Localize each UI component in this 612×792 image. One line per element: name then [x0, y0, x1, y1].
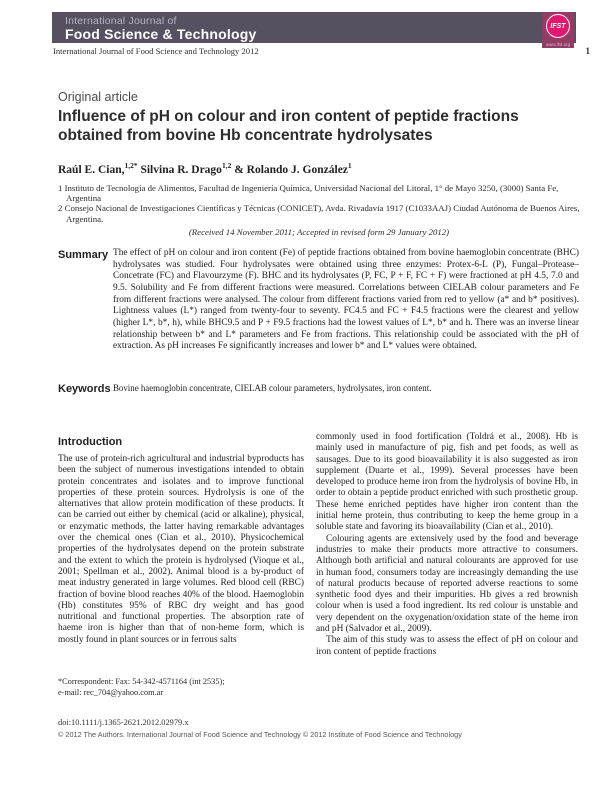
running-head: International Journal of Food Science and Technology 2012	[53, 46, 259, 56]
page-number: 1	[585, 46, 590, 56]
keywords-text: Bovine haemoglobin concentrate, CIELAB colour parameters, hydrolysates, iron content.	[113, 383, 432, 393]
author-name: Silvina R. Drago	[137, 163, 222, 176]
ifst-logo-url: www.ifst.org	[545, 42, 571, 47]
intro-paragraph: The use of protein-rich agricultural and industrial byproducts has been the subject of numerous investigations intended to obtain protein concentrates and isolates and to improve functional properties of these protein sources. Hydrolysis is one of the alternatives that allow protein modification of these products. It can be carried out either by chemical (acid or alkaline), physical, or enzymatic methods, the latter having remarkable advantages over the chemical ones (Cian et al., 2010). Physicochemical properties of the hydrolysates depend on the protein substrate and the extent to which the protein is hydrolysed (Vioque et al., 2001; Spellman et al., 2002). Animal blood is a by-product of meat industry generated in large volumes. Red blood cell (RBC) fraction of bovine blood reaches 40% of the blood. Haemoglobin (Hb) constitutes 95% of RBC dry weight and has good nutritional and functional properties. The absorption rate of haeme iron is higher than that of non-heme form, which is mostly found in plant sources or in ferrous salts	[58, 454, 304, 645]
article-type: Original article	[58, 90, 138, 104]
author-line	[58, 161, 578, 176]
banner-journal-title: Food Science & Technology	[65, 26, 257, 42]
ifst-logo-text: IFST	[550, 22, 566, 30]
journal-banner	[52, 12, 576, 47]
summary-text: The effect of pH on colour and iron content (Fe) of peptide fractions obtained from bovine haemoglobin concentrate (BHC) hydrolysates was studied. Four hydrolysates were obtained using three enzymes: Protex-6-L (P), Fungal–Protease–Concetrate (FC) and Flavourzyme (F). BHC and its hydrolysates (P, FC, P + F, FC + F) were fractioned at pH 4.5, 7.0 and 9.5. Solubility and Fe from different fractions were measured. Correlations between CIELAB colour parameters and Fe from different fractions were analysed. The colour from different fractions varied from red to yellow (a* and b* positives). Lightness values (L*) ranged from twenty-four to seventy. FC4.5 and FC + F4.5 fractions were the clearest and yellow (higher L*, b*, h), while BHC9.5 and P + F9.5 fractions had the lowest values of L*, b* and h. There was an inverse linear relationship between b* and L* parameters and Fe from fractions. This relationship could be associated with the pH of extraction. As pH increases Fe significantly increases and lower b* and L* values were obtained.	[113, 248, 579, 352]
correspondent-fax: *Correspondent: Fax: 54-342-4571164 (int 2535);	[58, 677, 225, 686]
intro-column-right	[316, 432, 578, 658]
banner-journal-prefix: International Journal of	[65, 15, 177, 27]
affiliations	[58, 183, 580, 224]
author-name: & Rolando J. González	[231, 163, 348, 176]
keywords-label: Keywords	[58, 383, 111, 395]
intro-paragraph: The aim of this study was to assess the effect of pH on colour and iron content of peptide fractions	[316, 635, 578, 657]
intro-paragraph: Colouring agents are extensively used by the food and beverage industries to make their products more attractive to consumers. Although both artificial and natural colourants are approved for use in human food, consumers today are increasingly demanding the use of natural products because of reported adverse reactions to some synthetic food dyes and their impurities. Hb gives a red brownish colour when is used a food ingredient. Its red colour is unstable and very dependent on the oxygenation/oxidation state of the heme iron and pH (Salvador et al., 2009).	[316, 533, 578, 635]
correspondent-email: e-mail: rec_704@yahoo.com.ar	[58, 687, 164, 697]
article-title: Influence of pH on colour and iron content of peptide fractions obtained from bovine Hb concentrate hydrolysates	[58, 108, 519, 144]
copyright-line: © 2012 The Authors. International Journal of Food Science and Technology © 2012 Institute of Food Science and Technology	[58, 730, 462, 739]
section-heading-introduction: Introduction	[58, 436, 123, 448]
affiliation-1: 1 Instituto de Tecnología de Alimentos, Facultad de Ingeniería Química, Universidad Nacional del Litoral, 1° de Mayo 3250, (3000) Santa Fe, Argentina	[58, 183, 559, 204]
intro-paragraph: commonly used in food fortification (Toldrá et al., 2008). Hb is mainly used in manufacture of pig, fish and pet foods, as well as sausages. Due to its good bioavailability it is also suggested as iron supplement (Duarte et al., 1999). Several processes have been developed to produce heme iron from the hydrolysis of bovine Hb, in order to obtain a peptide product enriched with such prosthetic group. These heme enriched peptides have higher iron content than the initial heme protein, thus contributing to keep the heme group in a soluble state and favoring its bioavailability (Cian et al., 2010).	[316, 432, 578, 533]
ifst-logo-icon	[546, 14, 570, 38]
author-name: Raúl E. Cian,	[58, 163, 125, 176]
author-affiliation-mark: 1,2*	[124, 161, 138, 170]
author-affiliation-mark: 1,2	[221, 161, 232, 170]
author-affiliation-mark: 1	[347, 161, 352, 170]
affiliation-2: 2 Consejo Nacional de Investigaciones Científicas y Técnicas (CONICET), Avda. Rivadavia 1917 (C1033AAJ) Ciudad Autónoma de Buenos Aires, Argentina.	[58, 203, 580, 224]
intro-column-left	[58, 454, 304, 646]
doi: doi:10.1111/j.1365-2621.2012.02979.x	[58, 718, 189, 727]
summary-label: Summary	[58, 249, 109, 261]
received-dates: (Received 14 November 2011; Accepted in revised form 29 January 2012)	[188, 227, 450, 237]
correspondent-footnote	[58, 677, 304, 698]
ifst-logo	[542, 12, 574, 48]
